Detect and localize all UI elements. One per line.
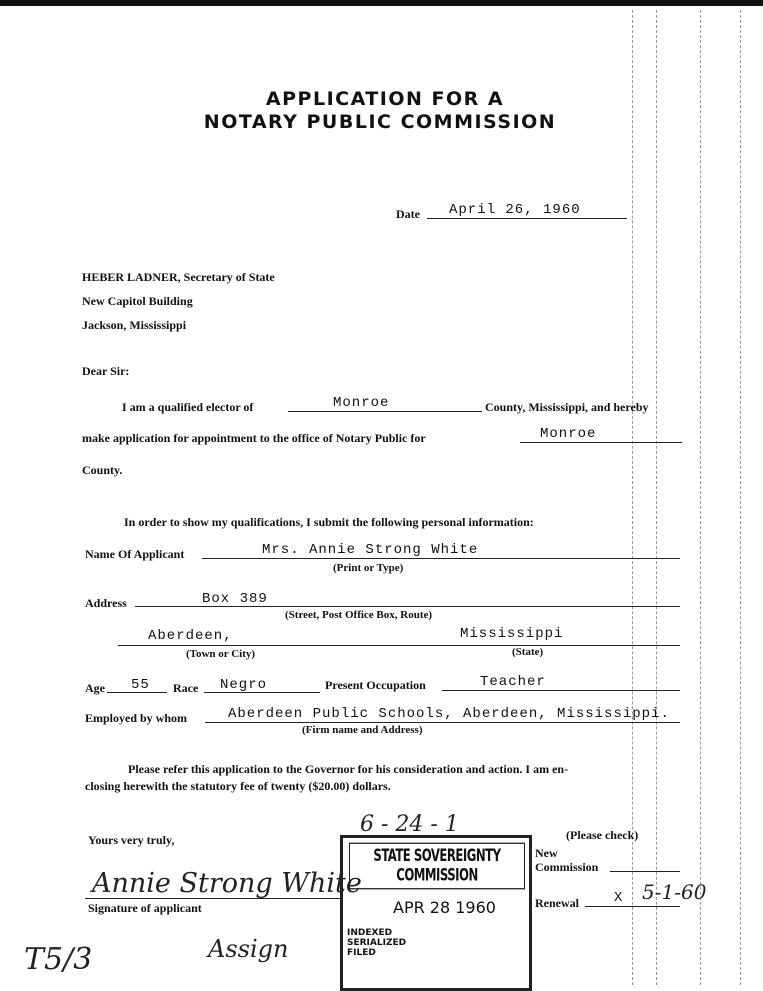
salutation: Dear Sir: <box>82 364 130 378</box>
state-caption: (State) <box>512 646 544 658</box>
scan-line <box>700 10 701 985</box>
applicant-caption: (Print or Type) <box>333 562 404 574</box>
stamp-footer-indexed: INDEXED <box>347 928 393 938</box>
applicant-label: Name Of Applicant <box>85 547 185 561</box>
sovereignty-commission-stamp <box>340 835 532 991</box>
county-underline <box>288 411 482 412</box>
occupation-label: Present Occupation <box>325 678 426 692</box>
form-title-line1: APPLICATION FOR A <box>265 88 505 110</box>
margin-note-bottom-left: T5/3 <box>24 942 93 977</box>
stamp-footer-filed: FILED <box>347 948 376 958</box>
race-label: Race <box>173 681 199 695</box>
state-value: Mississippi <box>460 626 564 642</box>
signature-underline <box>85 898 340 899</box>
elector-county: Monroe <box>333 395 390 411</box>
renewal-label: Renewal <box>535 896 579 910</box>
elector-county2: Monroe <box>540 426 597 442</box>
renewal-note: 5-1-60 <box>642 880 707 904</box>
address-caption: (Street, Post Office Box, Route) <box>285 609 433 621</box>
elector-line3: County. <box>82 463 123 477</box>
applicant-value: Mrs. Annie Strong White <box>262 542 479 558</box>
date-value: April 26, 1960 <box>449 202 581 218</box>
scan-line <box>740 10 741 985</box>
renewal-underline <box>585 906 680 907</box>
town-underline <box>118 645 680 646</box>
intro-text: In order to show my qualifications, I submit the following personal information: <box>124 515 534 529</box>
margin-note-initials: Assign <box>208 935 289 963</box>
address-value: Box 389 <box>202 591 268 607</box>
check-header: (Please check) <box>566 828 639 842</box>
scan-line <box>656 10 657 985</box>
town-value: Aberdeen, <box>148 628 233 644</box>
stamp-footer <box>347 928 406 958</box>
new-commission-label2: Commission <box>535 860 599 874</box>
form-title-line2: NOTARY PUBLIC COMMISSION <box>203 111 557 133</box>
elector-suffix: County, Mississippi, and hereby <box>485 400 649 414</box>
signature-label: Signature of applicant <box>88 901 202 915</box>
age-value: 55 <box>131 677 150 693</box>
stamp-handwritten-number: 6 - 24 - 1 <box>360 812 459 837</box>
employer-caption: (Firm name and Address) <box>302 724 423 736</box>
addressee-building: New Capitol Building <box>82 294 193 308</box>
occupation-underline <box>442 690 680 691</box>
age-label: Age <box>85 681 105 695</box>
stamp-footer-serialized: SERIALIZED <box>347 938 407 948</box>
employer-label: Employed by whom <box>85 711 188 725</box>
employer-value: Aberdeen Public Schools, Aberdeen, Mississippi. <box>228 706 670 722</box>
top-border <box>0 0 763 6</box>
stamp-header: STATE SOVEREIGNTY COMMISSION <box>349 843 525 890</box>
elector-prefix: I am a qualified elector of <box>122 400 254 414</box>
county2-underline <box>520 442 682 443</box>
signature-handwritten: Annie Strong White <box>92 868 362 899</box>
employer-underline <box>205 722 680 723</box>
occupation-value: Teacher <box>480 674 546 690</box>
new-commission-underline <box>610 871 680 872</box>
new-commission-label1: New <box>535 846 558 860</box>
race-value: Negro <box>220 677 268 693</box>
closing-para-line1: Please refer this application to the Governor for his consideration and action. I am en- <box>128 762 569 776</box>
closing: Yours very truly, <box>88 833 175 847</box>
closing-para-line2: closing herewith the statutory fee of twenty ($20.00) dollars. <box>85 779 391 793</box>
addressee-city: Jackson, Mississippi <box>82 318 187 332</box>
elector-line2: make application for appointment to the office of Notary Public for <box>82 431 426 445</box>
addressee-name: HEBER LADNER, Secretary of State <box>82 270 275 284</box>
date-label: Date <box>396 207 420 221</box>
stamp-date: APR 28 1960 <box>393 898 496 917</box>
date-underline <box>427 218 627 219</box>
applicant-underline <box>202 558 680 559</box>
town-caption: (Town or City) <box>186 648 256 660</box>
address-label: Address <box>85 596 127 610</box>
renewal-mark: X <box>614 890 624 906</box>
